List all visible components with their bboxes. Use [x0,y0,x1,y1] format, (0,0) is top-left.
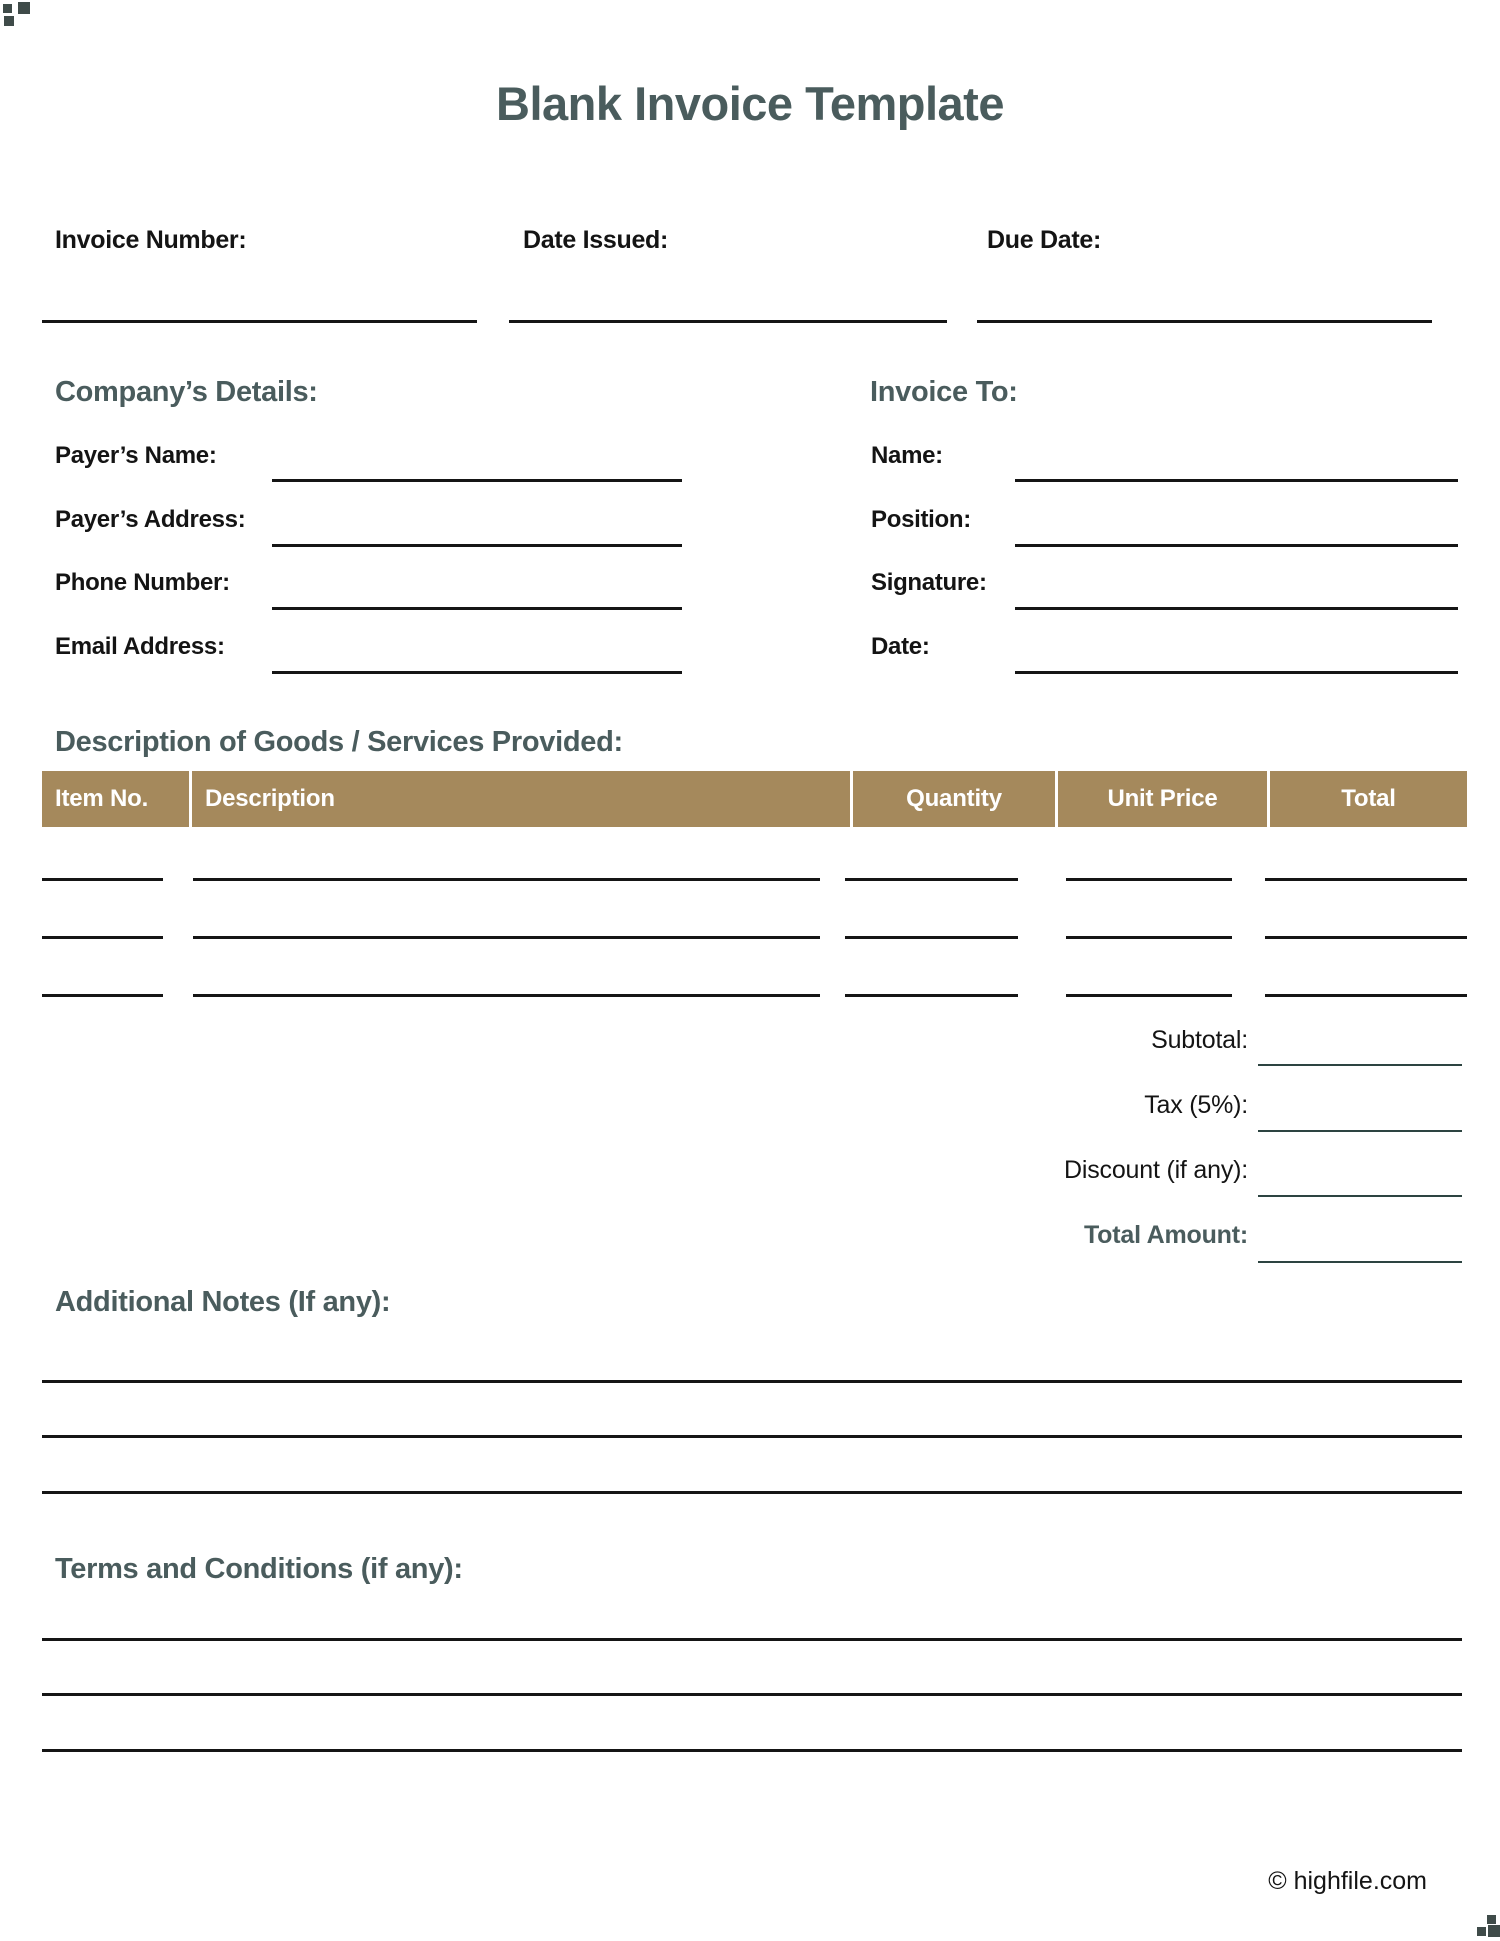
discount-field-line[interactable] [1258,1195,1462,1197]
column-header-item-no: Item No. [42,771,189,827]
due-date-label: Due Date: [987,226,1101,254]
notes-writing-line[interactable] [42,1491,1462,1494]
tax-label: Tax (5%): [1144,1091,1248,1119]
quantity-cell-line[interactable] [845,936,1018,939]
corner-squares-icon-bottom-right [1477,1915,1500,1938]
corner-square [1477,1927,1486,1936]
discount-label: Discount (if any): [1064,1156,1248,1184]
company-details-heading: Company’s Details: [55,376,318,408]
page-title: Blank Invoice Template [496,77,1004,130]
payers-name-field-line[interactable] [272,479,682,482]
corner-square [3,4,12,13]
terms-writing-line[interactable] [42,1693,1462,1696]
payers-name-label: Payer’s Name: [55,442,217,469]
corner-square [1488,1925,1500,1937]
total-amount-label: Total Amount: [1083,1221,1248,1249]
terms-writing-line[interactable] [42,1638,1462,1641]
tax-field-line[interactable] [1258,1130,1462,1132]
footer-credit: © highfile.com [1268,1867,1427,1895]
additional-notes-heading: Additional Notes (If any): [55,1286,391,1318]
recipient-date-label: Date: [871,633,930,660]
email-address-label: Email Address: [55,633,225,660]
items-table-heading: Description of Goods / Services Provided: [55,726,623,758]
date-issued-field-line[interactable] [509,320,947,323]
column-header-total: Total [1270,771,1467,827]
due-date-field-line[interactable] [977,320,1432,323]
terms-writing-line[interactable] [42,1749,1462,1752]
date-issued-label: Date Issued: [523,226,669,254]
invoice-number-label: Invoice Number: [55,226,247,254]
corner-square [4,16,14,26]
email-address-field-line[interactable] [272,671,682,674]
item-no-cell-line[interactable] [42,878,163,881]
item-no-cell-line[interactable] [42,936,163,939]
quantity-cell-line[interactable] [845,878,1018,881]
payers-address-label: Payer’s Address: [55,506,246,533]
recipient-name-field-line[interactable] [1015,479,1458,482]
unit-price-cell-line[interactable] [1066,878,1232,881]
total-cell-line[interactable] [1265,994,1467,997]
unit-price-cell-line[interactable] [1066,994,1232,997]
phone-number-field-line[interactable] [272,607,682,610]
subtotal-label: Subtotal: [1151,1026,1248,1054]
total-cell-line[interactable] [1265,936,1467,939]
terms-conditions-heading: Terms and Conditions (if any): [55,1553,463,1585]
notes-writing-line[interactable] [42,1380,1462,1383]
corner-square [1487,1915,1496,1924]
column-header-quantity: Quantity [853,771,1055,827]
column-header-unit-price: Unit Price [1058,771,1267,827]
phone-number-label: Phone Number: [55,569,230,596]
items-table-header-row [42,771,1467,827]
recipient-position-field-line[interactable] [1015,544,1458,547]
description-cell-line[interactable] [193,936,820,939]
corner-square [18,2,30,14]
column-header-description: Description [192,771,850,827]
unit-price-cell-line[interactable] [1066,936,1232,939]
payers-address-field-line[interactable] [272,544,682,547]
subtotal-field-line[interactable] [1258,1064,1462,1066]
corner-squares-icon-top-left [3,2,33,29]
recipient-signature-label: Signature: [871,569,987,596]
total-amount-field-line[interactable] [1258,1261,1462,1263]
item-no-cell-line[interactable] [42,994,163,997]
quantity-cell-line[interactable] [845,994,1018,997]
invoice-to-heading: Invoice To: [870,376,1018,408]
total-cell-line[interactable] [1265,878,1467,881]
recipient-date-field-line[interactable] [1015,671,1458,674]
description-cell-line[interactable] [193,878,820,881]
invoice-number-field-line[interactable] [42,320,477,323]
recipient-position-label: Position: [871,506,971,533]
notes-writing-line[interactable] [42,1435,1462,1438]
description-cell-line[interactable] [193,994,820,997]
recipient-signature-field-line[interactable] [1015,607,1458,610]
recipient-name-label: Name: [871,442,943,469]
